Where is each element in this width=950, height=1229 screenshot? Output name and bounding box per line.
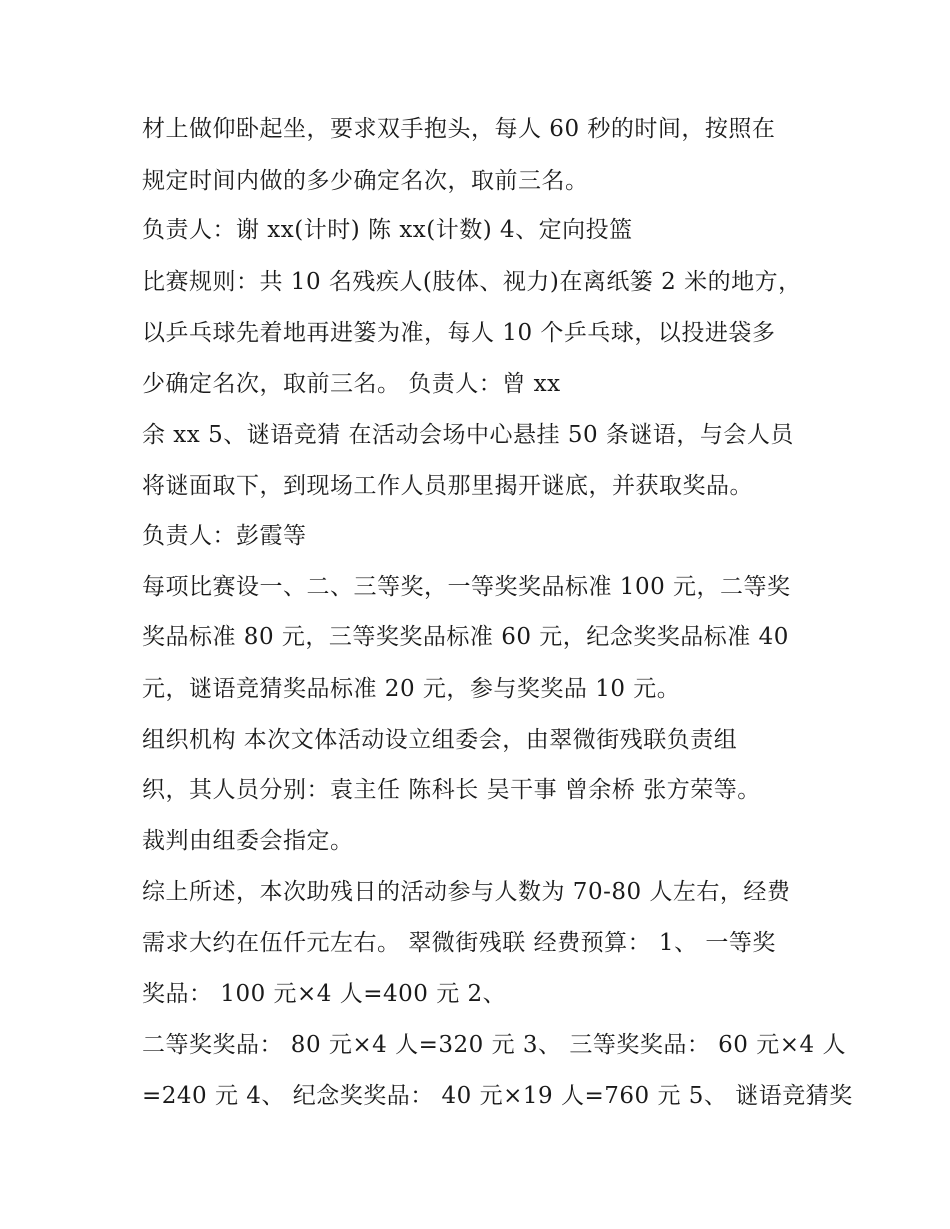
text-line: 裁判由组委会指定。 (142, 828, 354, 854)
text-line: 奖品标准 80 元，三等奖奖品标准 60 元，纪念奖奖品标准 40 (142, 624, 789, 650)
text-line: 余 xx 5、谜语竞猜 在活动会场中心悬挂 50 条谜语，与会人员 (142, 422, 794, 448)
text-line: 织，其人员分别：袁主任 陈科长 吴干事 曾余桥 张方荣等。 (142, 777, 761, 803)
text-line: 规定时间内做的多少确定名次，取前三名。 (142, 168, 589, 194)
text-line: 以乒乓球先着地再进篓为准，每人 10 个乒乓球，以投进袋多 (142, 320, 776, 346)
text-line: 少确定名次，取前三名。 负责人：曾 xx (142, 371, 561, 397)
text-line: 将谜面取下，到现场工作人员那里揭开谜底，并获取奖品。 (142, 473, 753, 499)
text-line: 材上做仰卧起坐，要求双手抱头，每人 60 秒的时间，按照在 (142, 116, 776, 142)
text-line: 组织机构 本次文体活动设立组委会，由翠微街残联负责组 (142, 727, 738, 753)
text-line: 综上所述，本次助残日的活动参与人数为 70-80 人左右，经费 (142, 879, 791, 905)
text-line: 负责人：谢 xx(计时) 陈 xx(计数) 4、定向投篮 (142, 217, 633, 243)
text-line: 奖品： 100 元×4 人=400 元 2、 (142, 981, 507, 1007)
text-line: 比赛规则：共 10 名残疾人(肢体、视力)在离纸篓 2 米的地方， (142, 269, 802, 295)
text-line: 需求大约在伍仟元左右。 翠微街残联 经费预算： 1、 一等奖 (142, 930, 776, 956)
text-line: 元，谜语竞猜奖品标准 20 元，参与奖奖品 10 元。 (142, 676, 681, 702)
text-line: 每项比赛设一、二、三等奖，一等奖奖品标准 100 元，二等奖 (142, 574, 791, 600)
text-line: =240 元 4、 纪念奖奖品： 40 元×19 人=760 元 5、 谜语竞猜奖 (142, 1083, 853, 1109)
text-line: 二等奖奖品： 80 元×4 人=320 元 3、 三等奖奖品： 60 元×4 人 (142, 1032, 846, 1058)
text-line: 负责人：彭霞等 (142, 523, 307, 549)
